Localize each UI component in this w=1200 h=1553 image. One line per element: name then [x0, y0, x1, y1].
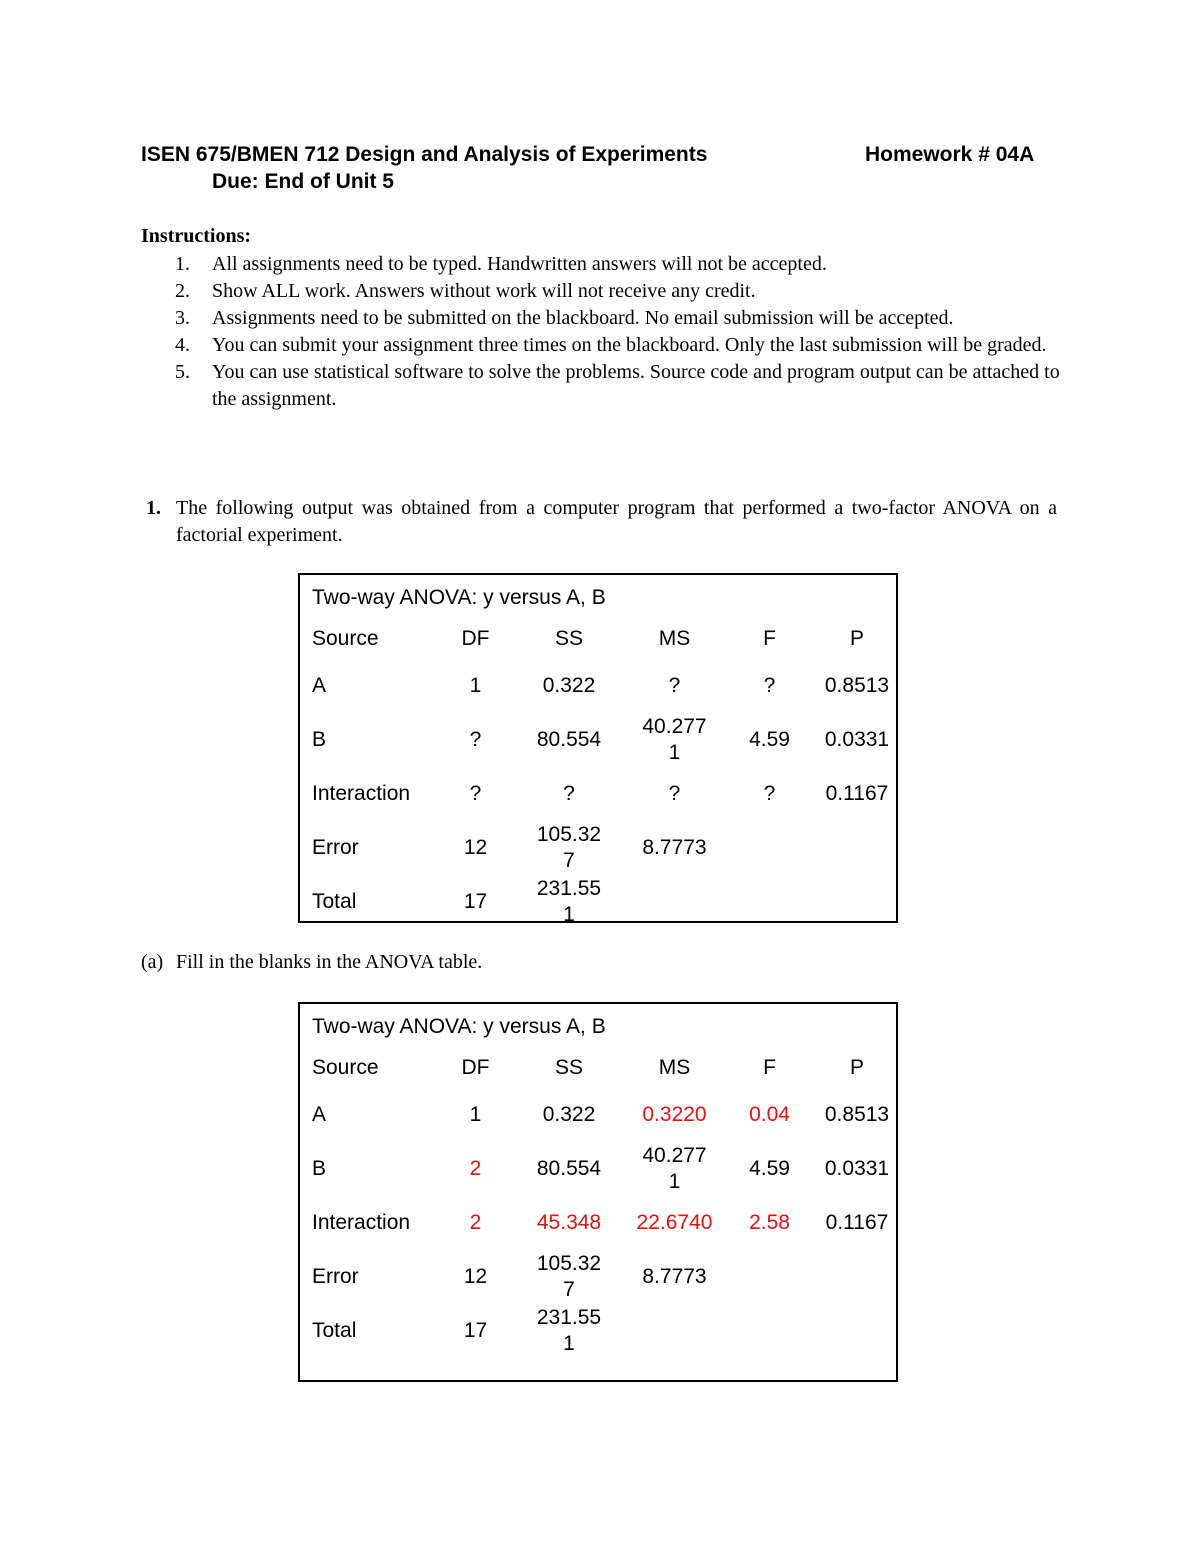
cell-ms: ? — [668, 782, 681, 805]
cell-f-answer: 0.04 — [749, 1103, 790, 1126]
cell-ss-answer: 45.348 — [536, 1211, 602, 1234]
header-p: P — [849, 627, 864, 650]
cell-ss: 231.551 — [536, 877, 602, 926]
cell-source: B — [312, 1157, 327, 1180]
cell-df: ? — [469, 728, 482, 751]
cell-source: Interaction — [312, 782, 411, 805]
cell-df: 12 — [463, 1265, 488, 1288]
header-df: DF — [461, 1056, 490, 1079]
instruction-item — [141, 332, 1061, 359]
cell-f — [717, 821, 822, 875]
cell-df: 12 — [463, 836, 488, 859]
instruction-text: You can submit your assignment three times on the blackboard. Only the last submission will be graded. — [212, 334, 1047, 356]
cell-p: 0.8513 — [824, 1103, 890, 1126]
cell-f-answer: 2.58 — [749, 1211, 790, 1234]
instruction-text: You can use statistical software to solve the problems. Source code and program output can be attached to the assignment. — [212, 361, 1060, 410]
cell-ss: 231.551 — [536, 1306, 602, 1355]
header-f: F — [763, 1056, 776, 1079]
header-source: Source — [312, 627, 379, 650]
instructions-list — [141, 251, 1061, 413]
cell-source: B — [312, 728, 327, 751]
cell-f: ? — [763, 782, 776, 805]
cell-p: 0.0331 — [824, 1157, 890, 1180]
cell-source: Total — [312, 890, 357, 913]
table-row — [308, 767, 892, 821]
table-row — [308, 659, 892, 713]
cell-source: Total — [312, 1319, 357, 1342]
cell-ms — [632, 875, 717, 929]
cell-source: Error — [312, 1265, 359, 1288]
table-row — [308, 1088, 892, 1142]
instruction-number: 5. — [175, 361, 190, 383]
cell-source: A — [312, 674, 327, 697]
instruction-item — [141, 278, 1061, 305]
table-row — [308, 1196, 892, 1250]
instruction-number: 3. — [175, 307, 190, 329]
cell-ss: 80.554 — [536, 1157, 602, 1180]
table-row — [308, 713, 892, 767]
cell-source: Interaction — [312, 1211, 411, 1234]
header-ss: SS — [554, 627, 583, 650]
cell-ms-answer: 0.3220 — [642, 1103, 707, 1126]
cell-p: 0.8513 — [824, 674, 890, 697]
cell-df: 1 — [469, 1103, 482, 1126]
instruction-text: Show ALL work. Answers without work will not receive any credit. — [212, 280, 756, 302]
question-text: The following output was obtained from a computer program that performed a two-factor ANOVA on a factorial experiment. — [176, 497, 1057, 546]
table-row — [308, 875, 892, 929]
cell-source: Error — [312, 836, 359, 859]
cell-ms-answer: 22.6740 — [636, 1211, 713, 1234]
anova-table-title: Two-way ANOVA: y versus A, B — [312, 586, 606, 609]
cell-df: 1 — [469, 674, 482, 697]
cell-df-answer: 2 — [469, 1157, 482, 1180]
header-p: P — [849, 1056, 864, 1079]
part-a-text: Fill in the blanks in the ANOVA table. — [176, 951, 483, 973]
due-date: Due: End of Unit 5 — [212, 170, 394, 193]
cell-p: 0.1167 — [825, 782, 889, 805]
cell-ss: ? — [563, 782, 575, 805]
cell-ss: 105.327 — [536, 1252, 602, 1301]
cell-f: ? — [763, 674, 776, 697]
cell-p: 0.1167 — [825, 1211, 889, 1234]
table-row — [308, 1142, 892, 1196]
header-df: DF — [461, 627, 490, 650]
header-ms: MS — [658, 627, 691, 650]
header-ms: MS — [658, 1056, 691, 1079]
anova-table-title: Two-way ANOVA: y versus A, B — [312, 1015, 606, 1038]
anova-table-answer — [298, 1002, 898, 1382]
cell-f — [717, 1304, 822, 1358]
instruction-item — [141, 251, 1061, 278]
instruction-item — [141, 359, 1061, 413]
instruction-text: All assignments need to be typed. Handwritten answers will not be accepted. — [212, 253, 827, 275]
cell-ss: 105.327 — [536, 823, 602, 872]
cell-p: 0.0331 — [824, 728, 890, 751]
cell-ms: ? — [668, 674, 681, 697]
table-row — [308, 1304, 892, 1358]
header-source: Source — [312, 1056, 379, 1079]
cell-ss: 0.322 — [542, 674, 596, 697]
cell-f — [717, 875, 822, 929]
cell-ms — [632, 1304, 717, 1358]
part-a-label: (a) — [141, 951, 164, 973]
anova-table — [308, 1048, 892, 1358]
cell-p — [822, 1304, 892, 1358]
header-f: F — [763, 627, 776, 650]
instruction-number: 2. — [175, 280, 190, 302]
header-ss: SS — [554, 1056, 583, 1079]
cell-df: ? — [469, 782, 482, 805]
cell-source: A — [312, 1103, 327, 1126]
cell-f — [717, 1250, 822, 1304]
question-1 — [141, 495, 1057, 549]
cell-f: 4.59 — [749, 728, 790, 751]
instruction-item — [141, 305, 1061, 332]
instruction-text: Assignments need to be submitted on the blackboard. No email submission will be accepted. — [212, 307, 954, 329]
instruction-number: 1. — [175, 253, 190, 275]
anova-table — [308, 619, 892, 929]
cell-df-answer: 2 — [469, 1211, 482, 1234]
cell-ss: 80.554 — [536, 728, 602, 751]
table-header-row — [308, 1048, 892, 1088]
question-number: 1. — [146, 497, 161, 519]
table-row — [308, 821, 892, 875]
cell-ms: 8.7773 — [642, 1265, 707, 1288]
cell-ss: 0.322 — [542, 1103, 596, 1126]
cell-f: 4.59 — [749, 1157, 790, 1180]
cell-df: 17 — [463, 1319, 488, 1342]
anova-table-given — [298, 573, 898, 926]
cell-p — [822, 821, 892, 875]
instructions-heading: Instructions: — [141, 225, 252, 247]
cell-ms: 40.2771 — [642, 1144, 707, 1193]
cell-df: 17 — [463, 890, 488, 913]
cell-p — [822, 875, 892, 929]
cell-ms: 40.2771 — [642, 715, 707, 764]
table-row — [308, 1250, 892, 1304]
cell-p — [822, 1250, 892, 1304]
document-title: ISEN 675/BMEN 712 Design and Analysis of Experiments — [141, 143, 708, 166]
instruction-number: 4. — [175, 334, 190, 356]
table-header-row — [308, 619, 892, 659]
cell-ms: 8.7773 — [642, 836, 707, 859]
homework-number: Homework # 04A — [865, 143, 1035, 166]
